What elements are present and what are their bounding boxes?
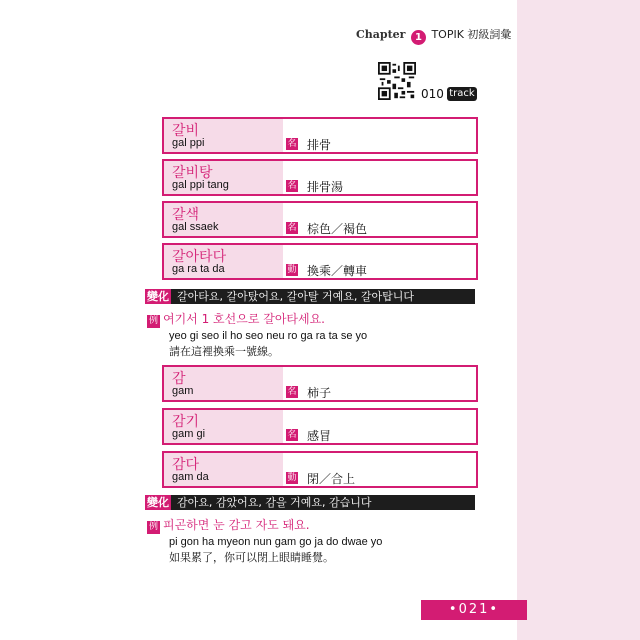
romanization: gam gi [172, 428, 206, 440]
vocab-entry [162, 159, 478, 196]
korean-word: 갈비 [172, 123, 200, 139]
example-tag: 例 [148, 316, 158, 326]
meaning: 排骨湯 [307, 180, 344, 194]
part-of-speech-badge: 名 [287, 223, 297, 233]
part-of-speech-badge: 名 [287, 387, 297, 397]
korean-word: 감 [172, 371, 186, 387]
example-translation: 請在這裡換乘一號線。 [169, 345, 279, 358]
track-badge[interactable]: track [447, 87, 477, 101]
meaning: 換乘／轉車 [307, 264, 368, 278]
korean-word: 감기 [172, 414, 200, 430]
romanization: gal ssaek [172, 221, 219, 233]
meaning: 感冒 [307, 429, 332, 443]
vocab-entry [162, 243, 478, 280]
meaning: 柿子 [307, 386, 332, 400]
example-sentence [147, 310, 367, 359]
part-of-speech-badge: 名 [287, 139, 297, 149]
side-margin-band [517, 0, 640, 640]
conjugation-tag: 變化 [147, 496, 169, 509]
vocab-entry [162, 408, 478, 445]
part-of-speech-badge: 動 [287, 265, 297, 275]
korean-word: 갈색 [172, 207, 200, 223]
example-korean: 피곤하면 눈 감고 자도 돼요. [163, 518, 310, 532]
part-of-speech-badge: 動 [287, 473, 297, 483]
conjugation-bar [145, 289, 475, 304]
conjugation-text: 갈아타요, 갈아탔어요, 갈아탈 거예요, 갈아탑니다 [177, 290, 414, 303]
romanization: gam [172, 385, 194, 397]
example-tag: 例 [148, 522, 158, 532]
vocab-entry [162, 365, 478, 402]
vocab-entry [162, 451, 478, 488]
example-romanization: pi gon ha myeon nun gam go ja do dwae yo [169, 536, 383, 548]
part-of-speech-badge: 名 [287, 181, 297, 191]
vocab-entry [162, 117, 478, 154]
chapter-word: Chapter [356, 28, 406, 41]
example-korean: 여기서 1 호선으로 갈아타세요. [163, 312, 325, 326]
conjugation-text: 감아요, 감았어요, 감을 거예요, 감습니다 [177, 496, 372, 509]
conjugation-bar [145, 495, 475, 510]
part-of-speech-badge: 名 [287, 430, 297, 440]
example-romanization: yeo gi seo il ho seo neu ro ga ra ta se yo [169, 330, 368, 342]
romanization: gal ppi [172, 137, 205, 149]
example-translation: 如果累了，你可以閉上眼睛睡覺。 [169, 551, 334, 564]
conjugation-tag: 變化 [147, 290, 169, 303]
example-sentence [147, 516, 382, 565]
meaning: 排骨 [307, 138, 332, 152]
romanization: gam da [172, 471, 209, 483]
track-number: 010 [421, 87, 444, 101]
page-number: •021• [421, 600, 527, 620]
romanization: ga ra ta da [172, 263, 225, 275]
meaning: 閉／合上 [307, 472, 356, 486]
korean-word: 갈아타다 [172, 249, 227, 265]
chapter-header [356, 26, 511, 44]
qr-code-icon [378, 62, 416, 100]
korean-word: 감다 [172, 457, 200, 473]
meaning: 棕色／褐色 [307, 222, 368, 236]
korean-word: 갈비탕 [172, 165, 213, 181]
romanization: gal ppi tang [172, 179, 229, 191]
vocab-entry [162, 201, 478, 238]
chapter-title: TOPIK 初級詞彙 [431, 28, 512, 41]
chapter-number-badge: 1 [411, 30, 426, 45]
